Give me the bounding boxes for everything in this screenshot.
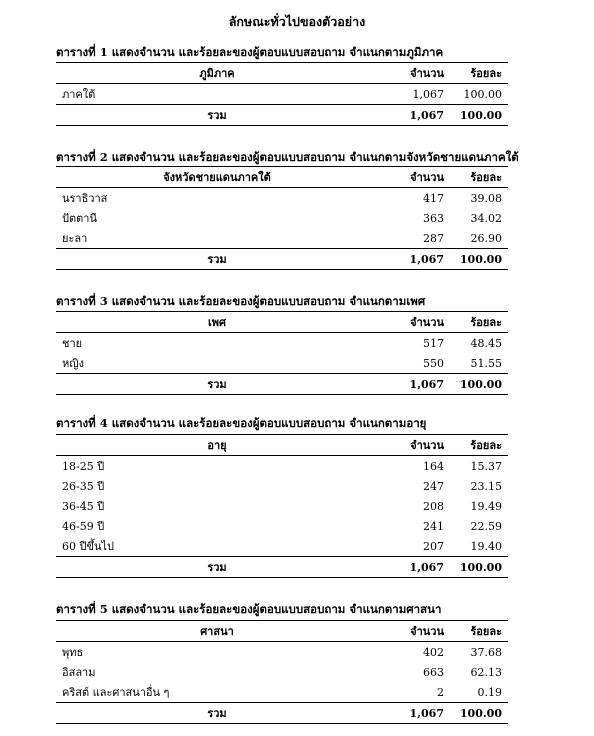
label-column-header: อายุ <box>56 435 378 456</box>
row-label: 18-25 ปี <box>62 460 105 473</box>
row-label: ยะลา <box>62 232 88 245</box>
table-2-caption: ตารางที่ 2 แสดงจำนวน และร้อยละของผู้ตอบแบบสอบถาม จำแนกตามจังหวัดชายแดนภาคใต้ <box>56 150 519 164</box>
total-row <box>56 557 508 578</box>
count-column-header: จำนวน <box>378 63 450 84</box>
total-count: 1,067 <box>378 557 450 578</box>
row-count: 207 <box>423 539 444 553</box>
total-label: รวม <box>56 557 378 578</box>
table-province <box>56 166 508 270</box>
percent-column-header: ร้อยละ <box>450 167 508 188</box>
table-row <box>56 536 508 557</box>
count-column-header: จำนวน <box>378 621 450 642</box>
total-row <box>56 249 508 270</box>
table-region <box>56 62 508 126</box>
row-count: 208 <box>423 499 444 513</box>
row-count: 2 <box>437 685 444 699</box>
row-count: 363 <box>423 211 444 225</box>
row-count: 402 <box>423 645 444 659</box>
row-count: 517 <box>423 336 444 350</box>
row-percent: 51.55 <box>470 356 502 370</box>
row-percent: 19.40 <box>470 539 502 553</box>
table-header-row <box>56 435 508 456</box>
percent-column-header: ร้อยละ <box>450 621 508 642</box>
row-percent: 100.00 <box>463 87 502 101</box>
total-count: 1,067 <box>378 374 450 395</box>
table-5-caption: ตารางที่ 5 แสดงจำนวน และร้อยละของผู้ตอบแบบสอบถาม จำแนกตามศาสนา <box>56 602 442 616</box>
total-row <box>56 703 508 724</box>
row-percent: 48.45 <box>470 336 502 350</box>
table-religion <box>56 620 508 724</box>
count-column-header: จำนวน <box>378 435 450 456</box>
table-row <box>56 476 508 496</box>
row-label: คริสต์ และศาสนาอื่น ๆ <box>62 686 170 699</box>
row-percent: 22.59 <box>470 519 502 533</box>
row-count: 247 <box>423 479 444 493</box>
total-row <box>56 374 508 395</box>
count-column-header: จำนวน <box>378 167 450 188</box>
table-row <box>56 496 508 516</box>
row-label: 46-59 ปี <box>62 520 105 533</box>
table-row <box>56 682 508 703</box>
percent-column-header: ร้อยละ <box>450 312 508 333</box>
table-row <box>56 456 508 477</box>
table-row <box>56 516 508 536</box>
total-percent: 100.00 <box>450 374 508 395</box>
total-row <box>56 105 508 126</box>
table-row <box>56 333 508 354</box>
table-gender <box>56 311 508 395</box>
total-label: รวม <box>56 703 378 724</box>
table-header-row <box>56 312 508 333</box>
total-label: รวม <box>56 105 378 126</box>
row-percent: 39.08 <box>470 191 502 205</box>
row-count: 1,067 <box>412 87 444 101</box>
row-label: ภาคใต้ <box>62 88 96 101</box>
row-label: หญิง <box>62 357 84 370</box>
row-label: พุทธ <box>62 646 84 659</box>
row-count: 241 <box>423 519 444 533</box>
table-3-caption: ตารางที่ 3 แสดงจำนวน และร้อยละของผู้ตอบแบบสอบถาม จำแนกตามเพศ <box>56 294 426 308</box>
row-label: นราธิวาส <box>62 192 108 205</box>
table-row <box>56 188 508 209</box>
total-percent: 100.00 <box>450 249 508 270</box>
row-percent: 0.19 <box>477 685 502 699</box>
count-column-header: จำนวน <box>378 312 450 333</box>
row-label: 60 ปีขึ้นไป <box>62 540 115 553</box>
page-title: ลักษณะทั่วไปของตัวอย่าง <box>228 14 366 29</box>
row-percent: 23.15 <box>470 479 502 493</box>
row-percent: 34.02 <box>470 211 502 225</box>
row-count: 663 <box>423 665 444 679</box>
row-label: 36-45 ปี <box>62 500 105 513</box>
row-count: 417 <box>423 191 444 205</box>
total-percent: 100.00 <box>450 557 508 578</box>
label-column-header: เพศ <box>56 312 378 333</box>
table-1-caption: ตารางที่ 1 แสดงจำนวน และร้อยละของผู้ตอบแบบสอบถาม จำแนกตามภูมิภาค <box>56 45 444 59</box>
total-count: 1,067 <box>378 703 450 724</box>
label-column-header: ศาสนา <box>56 621 378 642</box>
row-count: 164 <box>423 459 444 473</box>
table-header-row <box>56 63 508 84</box>
row-percent: 62.13 <box>470 665 502 679</box>
total-percent: 100.00 <box>450 105 508 126</box>
table-row <box>56 662 508 682</box>
row-percent: 15.37 <box>470 459 502 473</box>
table-header-row <box>56 621 508 642</box>
row-percent: 37.68 <box>470 645 502 659</box>
table-age <box>56 434 508 578</box>
total-count: 1,067 <box>378 105 450 126</box>
row-label: 26-35 ปี <box>62 480 105 493</box>
total-count: 1,067 <box>378 249 450 270</box>
table-row <box>56 208 508 228</box>
label-column-header: จังหวัดชายแดนภาคใต้ <box>56 167 378 188</box>
row-label: อิสลาม <box>62 666 96 679</box>
row-count: 550 <box>423 356 444 370</box>
row-label: ชาย <box>62 337 83 350</box>
percent-column-header: ร้อยละ <box>450 435 508 456</box>
percent-column-header: ร้อยละ <box>450 63 508 84</box>
row-label: ปัตตานี <box>62 212 97 225</box>
total-percent: 100.00 <box>450 703 508 724</box>
table-row <box>56 228 508 249</box>
table-row <box>56 353 508 374</box>
table-row <box>56 84 508 105</box>
row-count: 287 <box>423 231 444 245</box>
table-header-row <box>56 167 508 188</box>
label-column-header: ภูมิภาค <box>56 63 378 84</box>
total-label: รวม <box>56 249 378 270</box>
row-percent: 26.90 <box>470 231 502 245</box>
table-row <box>56 642 508 663</box>
total-label: รวม <box>56 374 378 395</box>
row-percent: 19.49 <box>470 499 502 513</box>
table-4-caption: ตารางที่ 4 แสดงจำนวน และร้อยละของผู้ตอบแบบสอบถาม จำแนกตามอายุ <box>56 416 427 430</box>
